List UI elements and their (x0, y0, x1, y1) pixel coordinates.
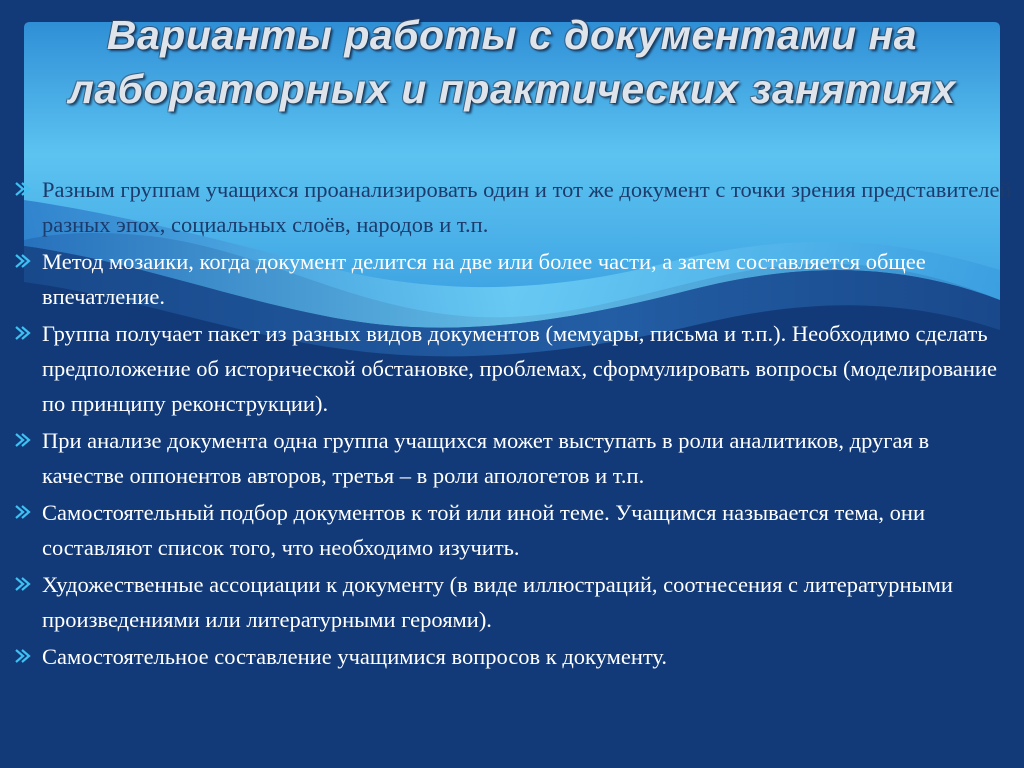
list-item (12, 639, 1012, 674)
list-item (12, 567, 1012, 637)
list-item (12, 316, 1012, 421)
slide-title: Варианты работы с документами на лабораторных и практических занятиях (68, 12, 956, 112)
list-item (12, 244, 1012, 314)
list-item (12, 423, 1012, 493)
bullet-text: Самостоятельное составление учащимися вопросов к документу. (42, 644, 668, 669)
bullet-list (12, 172, 1012, 676)
bullet-text: Разным группам учащихся проанализировать один и тот же документ с точки зрения представителей разных эпох, социальных слоёв, народов и т.п. (42, 177, 1012, 237)
bullet-text: Группа получает пакет из разных видов документов (мемуары, письма и т.п.). Необходимо сделать предположение об исторической обстановке, проблемах, сформулировать вопросы (моделирование по принципу реконструкции). (42, 321, 997, 416)
arrow-right-icon (14, 504, 32, 520)
list-item (12, 172, 1012, 242)
arrow-right-icon (14, 432, 32, 448)
arrow-right-icon (14, 253, 32, 269)
arrow-right-icon (14, 648, 32, 664)
arrow-right-icon (14, 325, 32, 341)
list-item (12, 495, 1012, 565)
arrow-right-icon (14, 181, 32, 197)
bullet-text: Самостоятельный подбор документов к той или иной теме. Учащимся называется тема, они составляют список того, что необходимо изучить. (42, 500, 926, 560)
bullet-text: При анализе документа одна группа учащихся может выступать в роли аналитиков, другая в качестве оппонентов авторов, третья – в роли апологетов и т.п. (42, 428, 930, 488)
arrow-right-icon (14, 576, 32, 592)
bullet-text: Метод мозаики, когда документ делится на две или более части, а затем составляется общее впечатление. (42, 249, 926, 309)
bullet-text: Художественные ассоциации к документу (в виде иллюстраций, соотнесения с литературными произведениями или литературными героями). (42, 572, 953, 632)
